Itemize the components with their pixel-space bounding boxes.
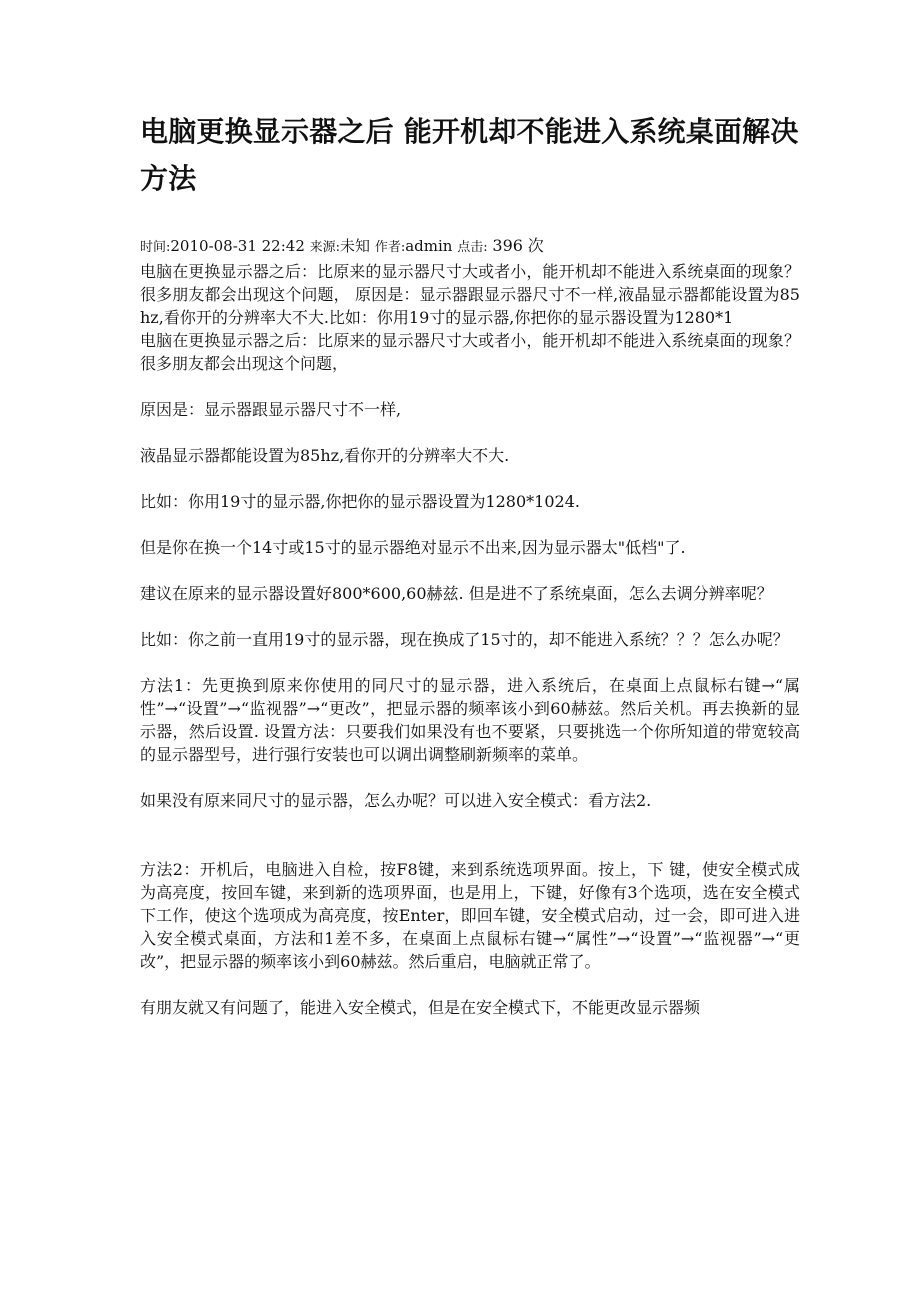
paragraph-no-monitor: 如果没有原来同尺寸的显示器，怎么办呢？可以进入安全模式：看方法2. xyxy=(140,791,652,810)
time-label: 时间: xyxy=(140,240,171,255)
paragraph-method-2: 方法2：开机后，电脑进入自检，按F8键，来到系统选项界面。按上，下 键，使安全模式成为高亮度，按回车键，来到新的选项界面，也是用上，下键，好像有3个选项，选在安全模式下工作，使这个选项成为高亮度，按Enter，即回车键，安全模式启动，过一会，即可进入进入安全模式桌面，方法和1差不多，在桌面上点鼠标右键→“属性”→“设置”→“监视器”→“更改”，把显示器的频率该小到60赫兹。然后重启，电脑就正常了。 xyxy=(140,860,800,971)
paragraph-reason: 原因是：显示器跟显示器尺寸不一样, xyxy=(140,400,402,419)
author-label: 作者: xyxy=(374,240,406,255)
paragraph-question: 比如：你之前一直用19寸的显示器，现在换成了15寸的，却不能进入系统？？？怎么办呢？ xyxy=(140,630,789,649)
paragraph-summary: 电脑在更换显示器之后：比原来的显示器尺寸大或者小，能开机却不能进入系统桌面的现象？很多朋友都会出现这个问题， 原因是：显示器跟显示器尺寸不一样,液晶显示器都能设置为85hz,看你开的分辨率大不大.比如：你用19寸的显示器,你把你的显示器设置为1280*1 xyxy=(140,262,800,327)
time-value: 2010-08-31 22:42 xyxy=(170,237,305,255)
article-meta xyxy=(140,234,800,260)
clicks-unit: 次 xyxy=(527,236,544,255)
paragraph-lcd: 液晶显示器都能设置为85hz,看你开的分辨率大不大. xyxy=(140,446,510,465)
clicks-label: 点击: xyxy=(457,240,488,255)
article-title: 电脑更换显示器之后 能开机却不能进入系统桌面解决方法 xyxy=(140,115,799,195)
paragraph-example: 比如：你用19寸的显示器,你把你的显示器设置为1280*1024. xyxy=(140,492,580,511)
source-value: 未知 xyxy=(340,237,371,255)
article xyxy=(140,108,800,1019)
author-value: admin xyxy=(405,237,453,255)
paragraph-followup: 有朋友就又有问题了，能进入安全模式，但是在安全模式下，不能更改显示器频 xyxy=(140,998,701,1017)
paragraph-suggestion: 建议在原来的显示器设置好800*600,60赫兹. 但是进不了系统桌面，怎么去调分辨率呢？ xyxy=(140,584,773,603)
paragraph-problem: 但是你在换一个14寸或15寸的显示器绝对显示不出来,因为显示器太"低档"了. xyxy=(140,538,686,557)
clicks-value: 396 xyxy=(492,236,523,255)
paragraph-intro: 电脑在更换显示器之后：比原来的显示器尺寸大或者小，能开机却不能进入系统桌面的现象？很多朋友都会出现这个问题， xyxy=(140,331,800,373)
paragraph-method-1: 方法1：先更换到原来你使用的同尺寸的显示器，进入系统后，在桌面上点鼠标右键→“属性”→“设置”→“监视器”→“更改”，把显示器的频率该小到60赫兹。然后关机。再去换新的显示器，然后设置. 设置方法：只要我们如果没有也不要紧，只要挑选一个你所知道的带宽较高的显示器型号，进行强行安装也可以调出调整刷新频率的菜单。 xyxy=(140,676,800,764)
source-label: 来源: xyxy=(309,240,341,255)
